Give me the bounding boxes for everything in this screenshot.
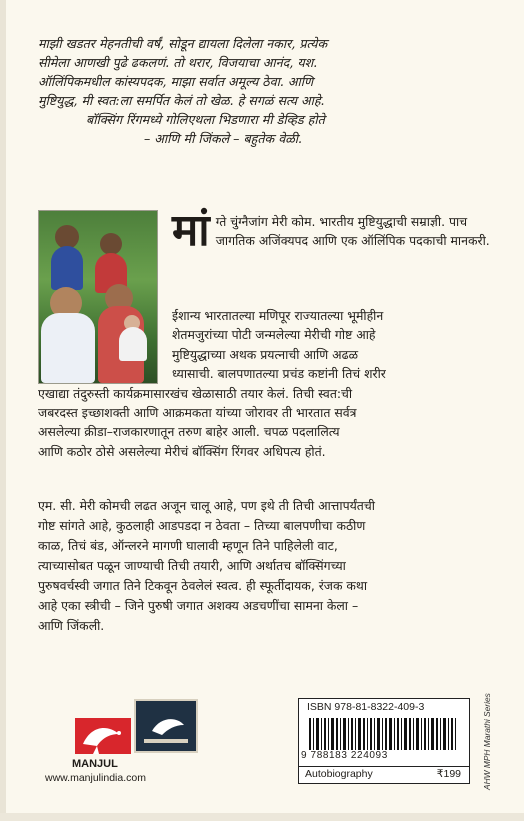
publisher-seal bbox=[134, 699, 198, 753]
paragraph-line: आणि कठोर ठोसे असलेल्या मेरीचं बॉक्सिंग रिंगवर अधिपत्य होतं. bbox=[38, 443, 326, 459]
quote-line: बॉक्सिंग रिंगमध्ये गोलिएथला भिडणारा मी डेव्हिड होते bbox=[86, 112, 325, 127]
paragraph-line: आणि जिंकली. bbox=[38, 618, 105, 633]
series-label: AHW MPH Marathi Series bbox=[482, 693, 492, 790]
quote-line: माझी खडतर मेहनतीची वर्षं, सोडून द्यायला दिलेला नकार, प्रत्येक bbox=[38, 36, 328, 51]
quote-line: मुष्टियुद्ध, मी स्वत:ला समर्पित केलं तो खेळ. हे सगळं सत्य आहे. bbox=[38, 93, 325, 108]
bird-emblem-icon bbox=[136, 701, 196, 751]
paragraph-line: आहे एका स्त्रीची – जिने पुरुषी जगात अशक्य अडचणींचा सामना केला – bbox=[38, 598, 359, 613]
barcode-digits: 9 788183 224093 bbox=[301, 750, 388, 761]
price-label: ₹199 bbox=[436, 768, 461, 780]
paragraph-line: जबरदस्त इच्छाशक्ती आणि आक्रमकता यांच्या जोरावर ती भारतात सर्वत्र bbox=[38, 405, 357, 421]
drop-cap: मां bbox=[172, 205, 210, 256]
intro-text: ग्ते चुंग्नैजांग मेरी कोम. भारतीय मुष्टियुद्धाची सम्राज्ञी. पाच जागतिक अजिंक्यपद आणि एक ऑलिंपिक पदकाची मानकरी. bbox=[215, 214, 490, 249]
barcode-icon bbox=[309, 718, 459, 750]
quote-line: – आणि मी जिंकले – बहुतेक वेळी. bbox=[144, 131, 303, 146]
paragraph-line: मुष्टियुद्धाच्या अथक प्रयत्नाची आणि अढळ bbox=[172, 346, 359, 362]
story-paragraph bbox=[38, 306, 492, 461]
quote-line: सीमेला आणखी पुढे ढकलणं. तो थरार, विजयाचा आनंद, यश. bbox=[38, 55, 318, 70]
cover-quote bbox=[38, 34, 490, 148]
paragraph-line: पुरुषवर्चस्वी जगात तिने टिकवून ठेवलेलं स्वत्व. ही स्फूर्तीदायक, रंजक कथा bbox=[38, 578, 368, 593]
isbn-box bbox=[298, 698, 470, 784]
genre-label: Autobiography bbox=[305, 768, 373, 780]
paragraph-line: एखाद्या तंदुरुस्ती कार्यक्रमासारखंच खेळासाठी तयार केलं. तिची स्वत:ची bbox=[38, 385, 353, 401]
publisher-name: MANJUL bbox=[72, 758, 118, 770]
paragraph-line: गोष्ट सांगते आहे, कुठलाही आडपडदा न ठेवता – तिच्या बालपणीचा कठीण bbox=[38, 518, 366, 533]
publisher-url[interactable]: www.manjulindia.com bbox=[45, 772, 146, 784]
paragraph-line: काळ, तिचं बंड, ऑन्लरने मागणी घालावी म्हणून तिने पाहिलेली वाट, bbox=[38, 538, 338, 553]
paragraph-line: एम. सी. मेरी कोमची लढत अजून चालू आहे, पण इथे ती तिची आत्तापर्यंतची bbox=[38, 498, 375, 513]
crane-icon bbox=[75, 716, 131, 762]
page-edge bbox=[0, 0, 6, 821]
genre-price-row bbox=[299, 766, 469, 783]
intro-paragraph bbox=[170, 205, 492, 256]
paragraph-line: शेतमजुरांच्या पोटी जन्मलेल्या मेरीची गोष्ट आहे bbox=[172, 327, 376, 343]
summary-paragraph bbox=[38, 496, 492, 636]
paragraph-line: ईशान्य भारतातल्या मणिपूर राज्यातल्या भूमीहीन bbox=[172, 308, 384, 323]
paragraph-line: ध्यासाची. बालपणातल्या प्रचंड कष्टांनी तिचं शरीर bbox=[172, 366, 386, 382]
manjul-logo bbox=[75, 716, 131, 762]
bottom-edge bbox=[0, 813, 524, 821]
paragraph-line: असलेल्या क्रीडा–राजकारणातून तरुण बाहेर आली. चपळ पदलालित्य bbox=[38, 424, 340, 440]
quote-line: ऑलिंपिकमधील कांस्यपदक, माझा सर्वात अमूल्य ठेवा. आणि bbox=[38, 74, 314, 89]
paragraph-line: त्याच्यासोबत पळून जाण्याची तिची तयारी, आणि अर्थातच बॉक्सिंगच्या bbox=[38, 558, 346, 573]
isbn-label: ISBN 978-81-8322-409-3 bbox=[307, 701, 425, 713]
